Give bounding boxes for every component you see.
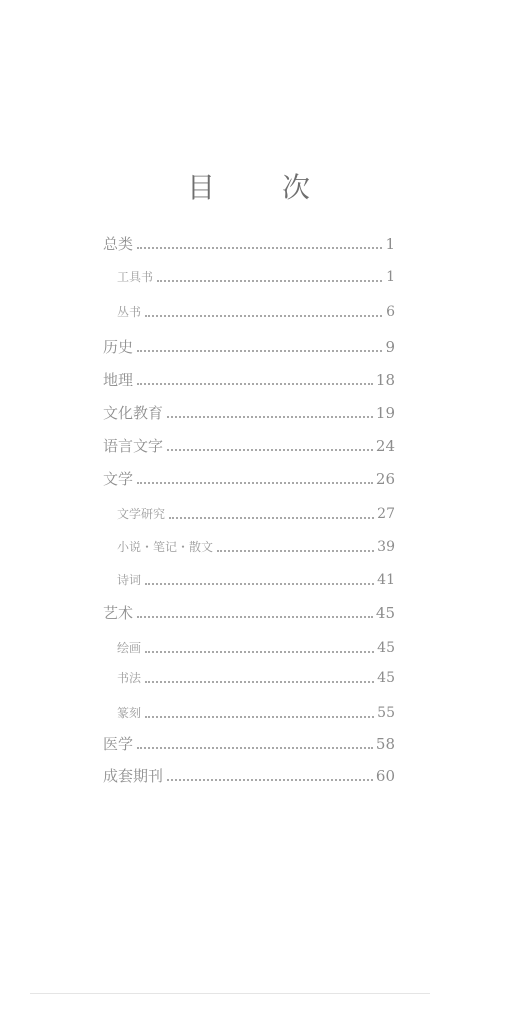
toc-entry[interactable] <box>117 302 395 322</box>
toc-entry-page: 19 <box>375 404 395 422</box>
toc-entry-page: 26 <box>375 470 395 488</box>
toc-entry-page: 1 <box>386 269 395 285</box>
toc-entry[interactable] <box>103 436 395 456</box>
leader-dots <box>157 280 382 282</box>
leader-dots <box>217 550 374 552</box>
toc-entry-page: 55 <box>377 705 395 721</box>
toc-entry-label: 语言文字 <box>103 437 164 455</box>
title-char-2: 次 <box>282 171 311 204</box>
leader-dots <box>137 247 382 249</box>
toc-entry[interactable] <box>103 234 395 254</box>
toc-entry-page: 1 <box>385 235 395 253</box>
page-bottom-rule <box>30 993 430 994</box>
toc-entry[interactable] <box>103 337 395 357</box>
toc-entry-label: 文学研究 <box>117 507 166 521</box>
leader-dots <box>137 747 373 749</box>
toc-entry[interactable] <box>117 504 395 524</box>
toc-entry[interactable] <box>117 638 395 658</box>
toc-entry[interactable] <box>117 570 395 590</box>
toc-entry-label: 工具书 <box>117 270 154 284</box>
leader-dots <box>167 416 373 418</box>
toc-entry-label: 地理 <box>103 371 134 389</box>
toc-entry[interactable] <box>103 734 395 754</box>
toc-entry-label: 诗词 <box>117 573 142 587</box>
toc-entry-label: 医学 <box>103 735 134 753</box>
toc-entry[interactable] <box>103 370 395 390</box>
leader-dots <box>145 681 374 683</box>
toc-entry[interactable] <box>117 703 395 723</box>
toc-entry-label: 书法 <box>117 671 142 685</box>
leader-dots <box>167 779 373 781</box>
toc-entry-page: 27 <box>377 506 395 522</box>
toc-entry-page: 39 <box>377 539 395 555</box>
toc-entry-label: 成套期刊 <box>103 767 164 785</box>
toc-entry-page: 45 <box>377 640 395 656</box>
toc-entry-page: 41 <box>377 572 395 588</box>
leader-dots <box>169 517 374 519</box>
toc-entry[interactable] <box>117 668 395 688</box>
toc-entry-label: 丛书 <box>117 305 142 319</box>
toc-entry-page: 45 <box>377 670 395 686</box>
toc-entry-label: 绘画 <box>117 641 142 655</box>
leader-dots <box>167 449 373 451</box>
toc-entry-page: 45 <box>375 604 395 622</box>
toc-entry-page: 60 <box>375 767 395 785</box>
toc-entry-label: 总类 <box>103 235 134 253</box>
toc-entry-label: 历史 <box>103 338 134 356</box>
leader-dots <box>145 315 382 317</box>
leader-dots <box>137 350 382 352</box>
toc-entry-page: 6 <box>386 304 395 320</box>
toc-entry-label: 篆刻 <box>117 706 142 720</box>
toc-entry[interactable] <box>103 766 395 786</box>
toc-entry-label: 文化教育 <box>103 404 164 422</box>
title-char-1: 目 <box>187 171 216 204</box>
toc-entry[interactable] <box>117 537 395 557</box>
toc-entry-label: 文学 <box>103 470 134 488</box>
toc-entry[interactable] <box>103 603 395 623</box>
leader-dots <box>145 651 374 653</box>
toc-entry-label: 小说・笔记・散文 <box>117 540 214 554</box>
leader-dots <box>137 482 373 484</box>
toc-entry-label: 艺术 <box>103 604 134 622</box>
toc-entry[interactable] <box>117 267 395 287</box>
toc-entry[interactable] <box>103 403 395 423</box>
toc-entry-page: 9 <box>385 338 395 356</box>
leader-dots <box>137 383 373 385</box>
toc-entry[interactable] <box>103 469 395 489</box>
leader-dots <box>145 583 374 585</box>
toc-entry-page: 18 <box>375 371 395 389</box>
toc-entry-page: 58 <box>375 735 395 753</box>
leader-dots <box>137 616 373 618</box>
toc-entry-page: 24 <box>375 437 395 455</box>
leader-dots <box>145 716 374 718</box>
